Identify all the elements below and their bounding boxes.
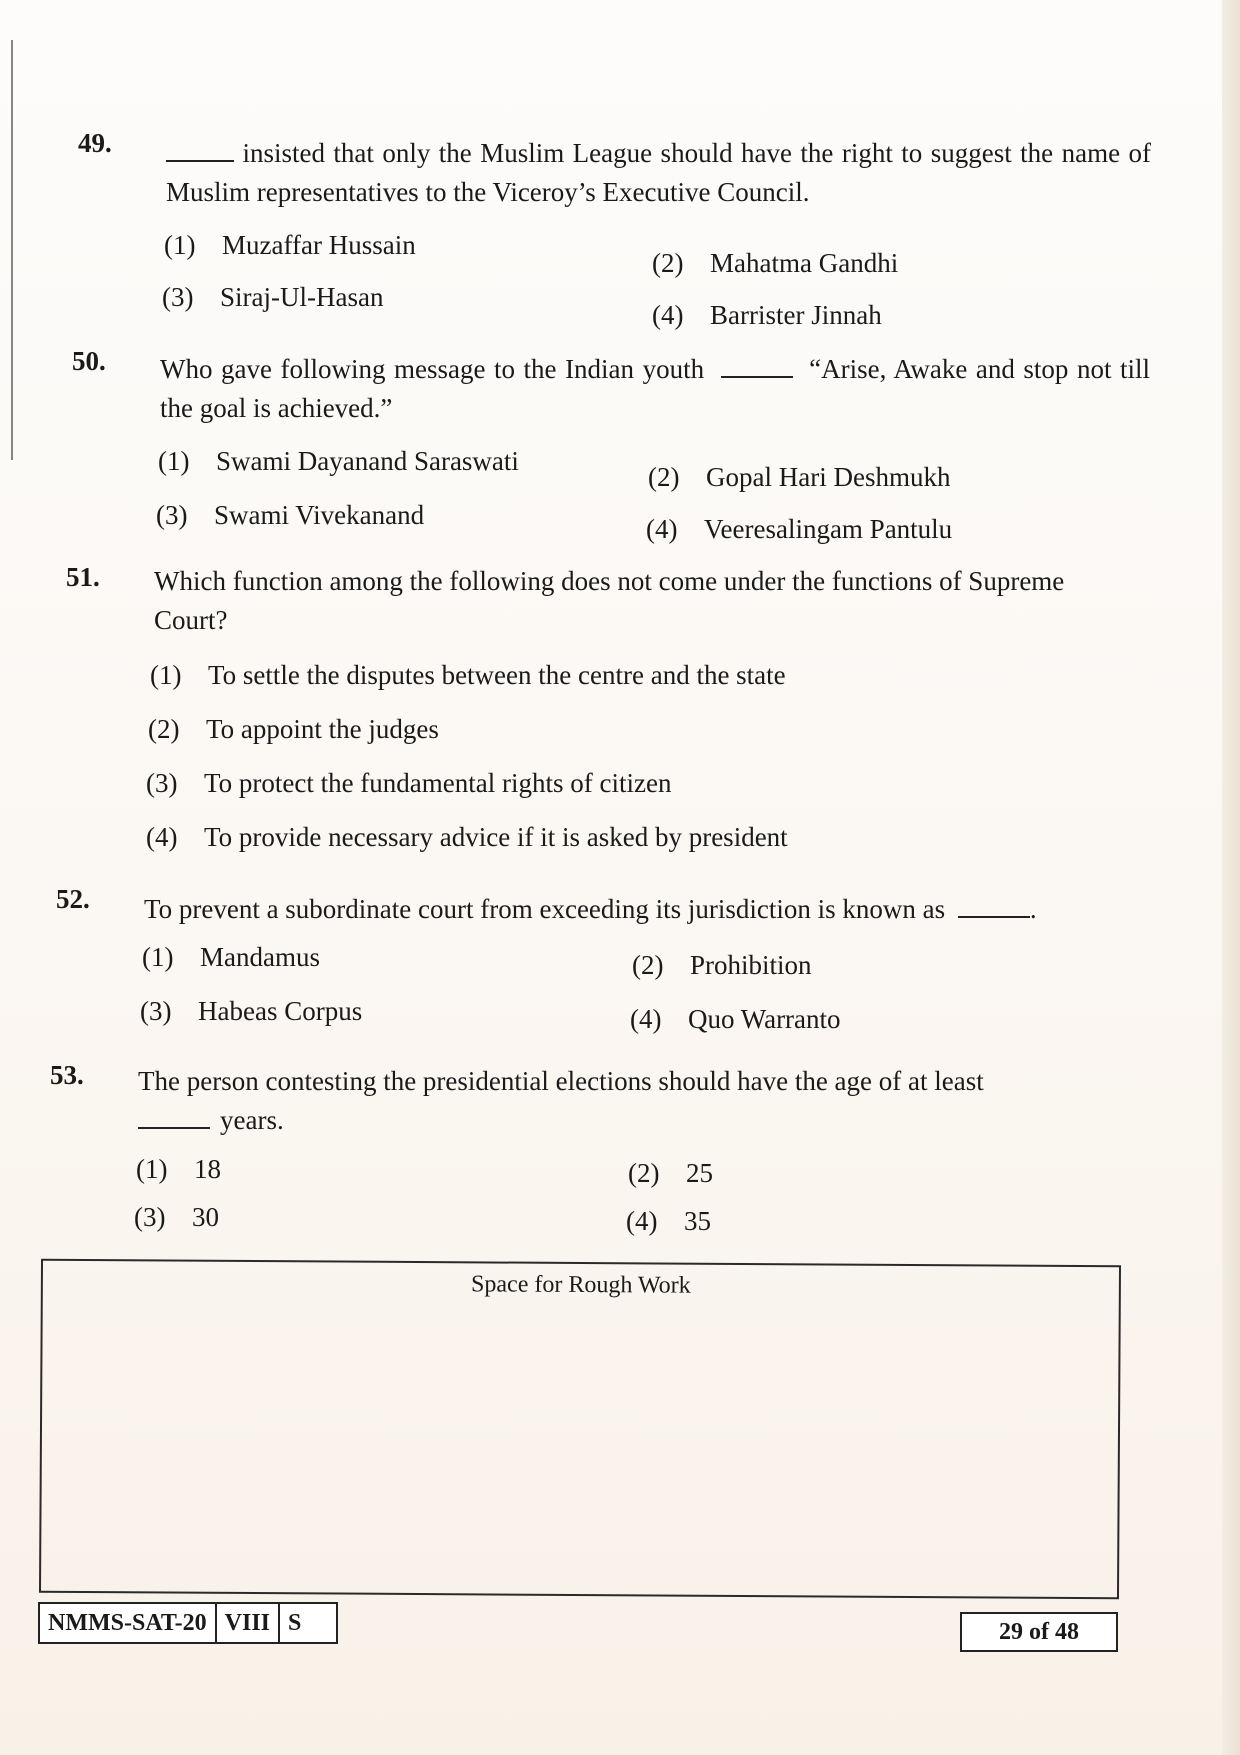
option-3 bbox=[162, 282, 383, 313]
page-edge-shadow bbox=[1222, 0, 1240, 1755]
option-number: (2) bbox=[628, 1158, 660, 1188]
option-1 bbox=[158, 446, 519, 477]
question-text bbox=[144, 890, 1144, 929]
question-text bbox=[166, 134, 1151, 212]
option-text: 18 bbox=[194, 1154, 221, 1184]
option-text: 30 bbox=[192, 1202, 219, 1232]
question-quote: “Arise, Awake and stop not till the goal is achieved.” bbox=[160, 354, 1150, 423]
option-number: (4) bbox=[630, 1004, 662, 1034]
option-1 bbox=[136, 1154, 221, 1185]
question-suffix: years. bbox=[220, 1105, 284, 1135]
option-number: (1) bbox=[158, 446, 190, 476]
option-1 bbox=[142, 942, 320, 973]
option-number: (2) bbox=[648, 462, 680, 492]
option-text: Barrister Jinnah bbox=[710, 300, 882, 330]
question-number: 50. bbox=[72, 346, 106, 376]
rough-work-title: Space for Rough Work bbox=[471, 1271, 691, 1299]
option-number: (2) bbox=[148, 714, 180, 744]
option-number: (3) bbox=[140, 996, 172, 1026]
option-number: (1) bbox=[142, 942, 174, 972]
option-number: (4) bbox=[626, 1206, 658, 1236]
question-period: . bbox=[1029, 894, 1037, 924]
option-number: (4) bbox=[646, 514, 678, 544]
option-3 bbox=[146, 768, 671, 799]
option-text: Swami Dayanand Saraswati bbox=[216, 446, 519, 476]
option-2 bbox=[632, 950, 812, 981]
option-number: (2) bbox=[652, 248, 684, 278]
option-text: 25 bbox=[686, 1158, 713, 1188]
question-number: 53. bbox=[50, 1060, 84, 1090]
option-text: Veeresalingam Pantulu bbox=[704, 514, 953, 544]
option-4 bbox=[626, 1206, 711, 1237]
option-number: (3) bbox=[156, 500, 188, 530]
question-number: 52. bbox=[56, 884, 90, 914]
option-number: (3) bbox=[146, 768, 178, 798]
option-3 bbox=[156, 500, 424, 531]
option-text: Prohibition bbox=[690, 950, 812, 980]
option-number: (3) bbox=[162, 282, 194, 312]
paper-code-box bbox=[38, 1602, 338, 1644]
rough-work-box bbox=[39, 1259, 1121, 1600]
paper-code: NMMS-SAT-20 bbox=[40, 1604, 217, 1642]
option-text: Siraj-Ul-Hasan bbox=[220, 282, 384, 312]
option-text: To appoint the judges bbox=[206, 714, 439, 744]
option-number: (1) bbox=[164, 230, 196, 260]
option-text: To protect the fundamental rights of citizen bbox=[204, 768, 672, 798]
option-4 bbox=[646, 514, 952, 545]
option-4 bbox=[652, 300, 882, 331]
option-number: (3) bbox=[134, 1202, 166, 1232]
option-number: (2) bbox=[632, 950, 664, 980]
option-text: 35 bbox=[684, 1206, 711, 1236]
option-4 bbox=[146, 822, 788, 853]
question-text: Which function among the following does not come under the functions of Supreme Court? bbox=[154, 566, 1065, 635]
answer-blank bbox=[166, 138, 234, 162]
question-number: 49. bbox=[78, 128, 112, 158]
answer-blank bbox=[721, 354, 793, 378]
option-number: (1) bbox=[150, 660, 182, 690]
option-number: (4) bbox=[652, 300, 684, 330]
option-text: Muzaffar Hussain bbox=[222, 230, 416, 260]
page-edge-rule bbox=[11, 40, 13, 460]
page-number: 29 of 48 bbox=[960, 1612, 1118, 1652]
question-text bbox=[160, 350, 1150, 428]
question-text bbox=[138, 1062, 1138, 1140]
question-number: 51. bbox=[66, 562, 100, 592]
option-text: To provide necessary advice if it is asked by president bbox=[204, 822, 788, 852]
option-1 bbox=[164, 230, 416, 261]
option-text: To settle the disputes between the centre and the state bbox=[208, 660, 786, 690]
answer-blank bbox=[138, 1105, 210, 1129]
option-text: Quo Warranto bbox=[688, 1004, 841, 1034]
option-number: (4) bbox=[146, 822, 178, 852]
option-text: Mahatma Gandhi bbox=[710, 248, 899, 278]
question-statement: The person contesting the presidential elections should have the age of at least bbox=[138, 1066, 984, 1096]
option-1 bbox=[150, 660, 786, 691]
option-text: Habeas Corpus bbox=[198, 996, 363, 1026]
answer-blank bbox=[958, 894, 1030, 918]
option-number: (1) bbox=[136, 1154, 168, 1184]
option-4 bbox=[630, 1004, 841, 1035]
set-code: S bbox=[288, 1609, 302, 1636]
option-2 bbox=[648, 462, 950, 493]
question-statement: Who gave following message to the Indian youth bbox=[160, 354, 705, 384]
class-code: VIII bbox=[217, 1604, 280, 1642]
option-2 bbox=[148, 714, 439, 745]
question-statement: To prevent a subordinate court from exceeding its jurisdiction is known as bbox=[144, 894, 946, 924]
option-2 bbox=[652, 248, 898, 279]
option-text: Gopal Hari Deshmukh bbox=[706, 462, 951, 492]
option-2 bbox=[628, 1158, 713, 1189]
option-text: Mandamus bbox=[200, 942, 320, 972]
option-3 bbox=[134, 1202, 219, 1233]
option-text: Swami Vivekanand bbox=[214, 500, 425, 530]
question-statement: insisted that only the Muslim League should have the right to suggest the name of Muslim representatives to the Viceroy’s Executive Council. bbox=[166, 138, 1152, 207]
option-3 bbox=[140, 996, 362, 1027]
